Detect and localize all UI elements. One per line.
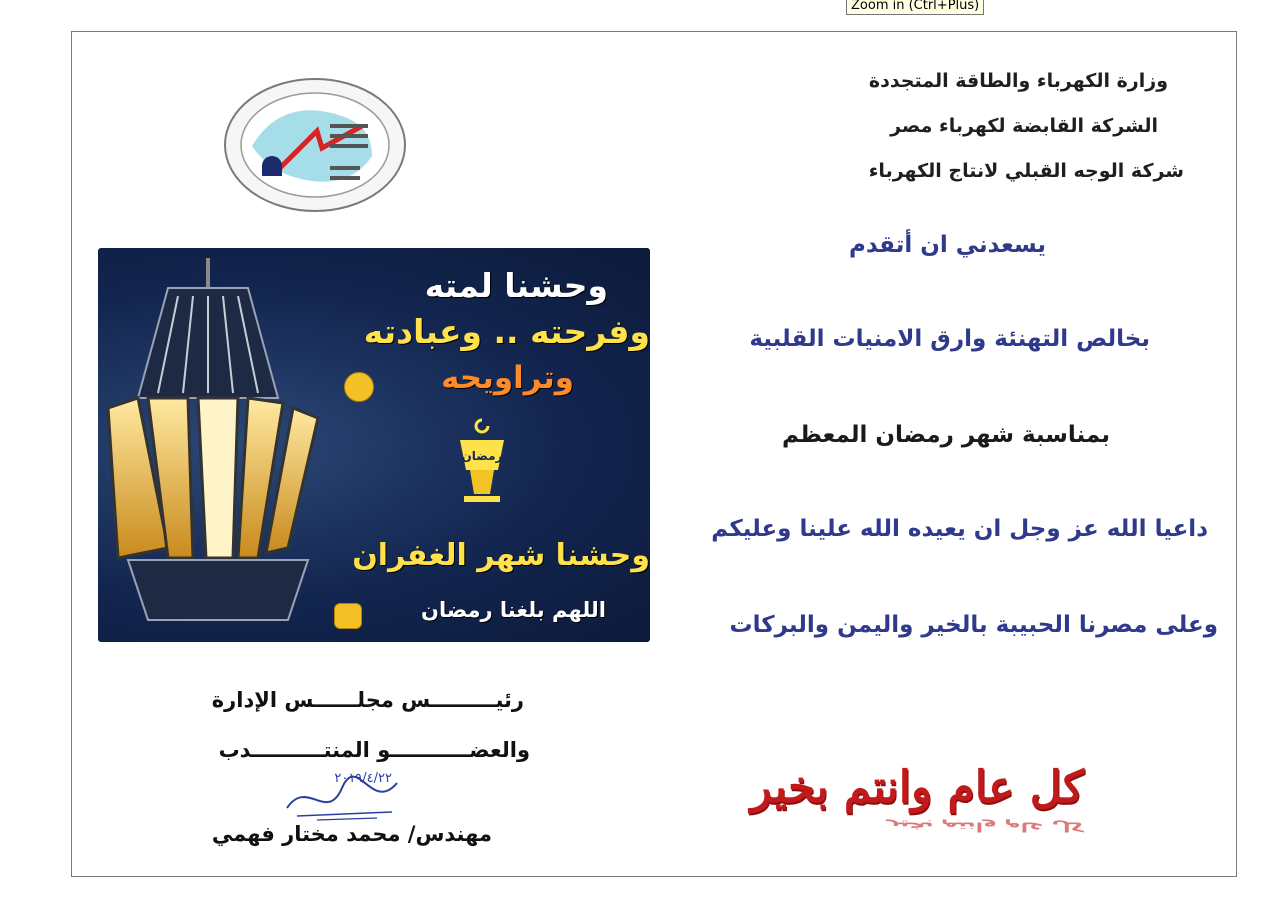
message-line-2: بخالص التهنئة وارق الامنيات القلبية xyxy=(749,326,1150,352)
message-line-5: وعلى مصرنا الحبيبة بالخير واليمن والبركات xyxy=(729,612,1218,638)
banner-line-4: وحشنا شهر الغفران xyxy=(352,538,650,573)
greeting-reflection: كل عام وانتم بخير xyxy=(886,819,1084,834)
zoom-tooltip: Zoom in (Ctrl+Plus) xyxy=(846,0,984,15)
signatory-name: مهندس/ محمد مختار فهمي xyxy=(211,822,492,846)
signature-date: ٢٠١٩/٤/٢٢ xyxy=(334,771,392,786)
ramadan-banner xyxy=(98,248,650,642)
banner-line-3: وتراويحه xyxy=(441,360,574,396)
company-name: شركة الوجه القبلي لانتاج الكهرباء xyxy=(868,160,1184,182)
company-logo-icon xyxy=(222,76,408,214)
holding-company-name: الشركة القابضة لكهرباء مصر xyxy=(890,115,1158,137)
handwritten-signature xyxy=(277,768,407,828)
smile-emoji-icon xyxy=(344,372,374,402)
message-line-4: داعيا الله عز وجل ان يعيده الله علينا وعليكم xyxy=(711,516,1208,542)
signature-title-2: والعضـــــــــــو المنتــــــــــدب xyxy=(218,738,530,762)
greeting-letter xyxy=(71,31,1237,877)
ramadan-lantern-icon xyxy=(450,418,514,508)
lantern-icon xyxy=(98,248,328,642)
greeting-text: كل عام وانتم بخير xyxy=(750,762,1084,813)
banner-line-2: وفرحته .. وعبادته xyxy=(363,312,650,351)
hands-emoji-icon xyxy=(334,603,362,629)
signature-title-1: رئيـــــــــس مجلــــــس الإدارة xyxy=(211,688,524,712)
ramadan-badge-text: رمضان xyxy=(461,449,503,463)
banner-line-1: وحشنا لمته xyxy=(424,266,608,305)
ministry-name: وزارة الكهرباء والطاقة المتجددة xyxy=(868,70,1168,92)
message-line-1: يسعدني ان أتقدم xyxy=(849,232,1046,258)
banner-line-5: اللهم بلغنا رمضان xyxy=(421,598,606,622)
message-line-3: بمناسبة شهر رمضان المعظم xyxy=(782,422,1110,448)
